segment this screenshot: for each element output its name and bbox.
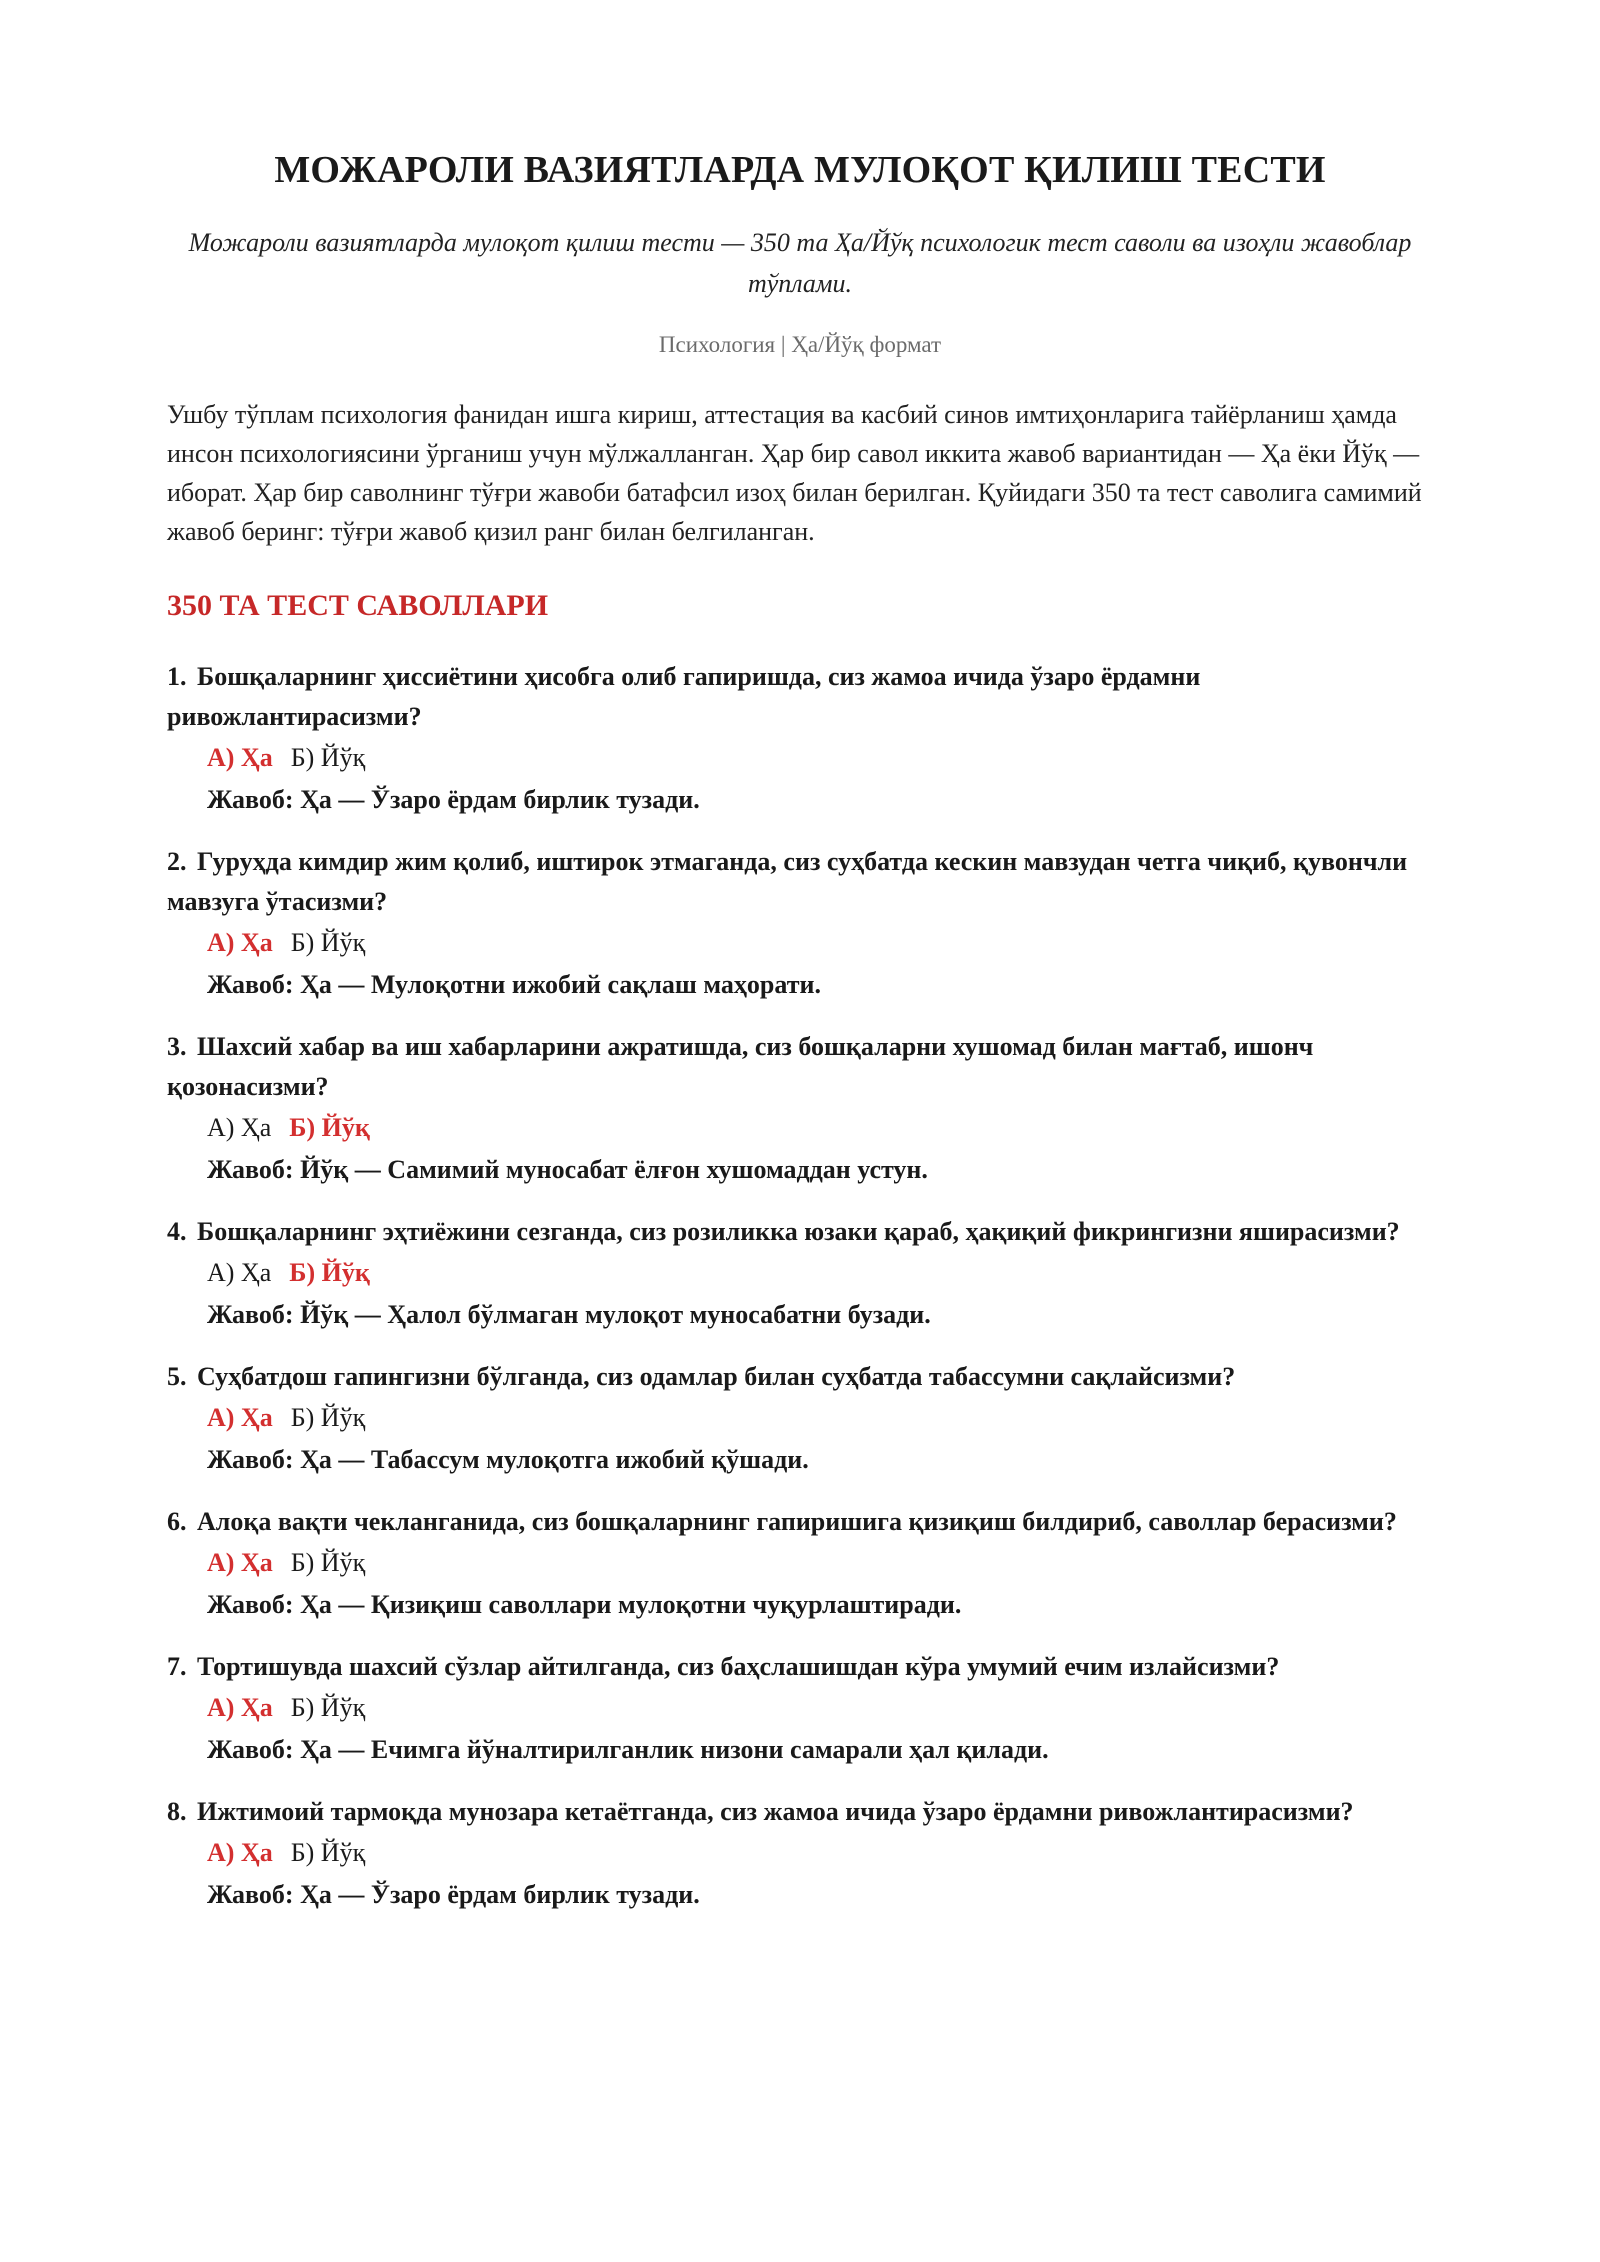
option-b[interactable]: Б) Йўқ	[289, 1113, 370, 1142]
option-b[interactable]: Б) Йўқ	[290, 1548, 366, 1577]
option-a[interactable]: А) Ҳа	[207, 1403, 273, 1432]
answer-explanation: Жавоб: Ҳа — Ечимга йўналтирилганлик низони самарали ҳал қилади.	[207, 1735, 1049, 1764]
answer-options	[167, 1252, 1433, 1294]
question-text	[167, 1792, 1433, 1832]
question-text	[167, 657, 1433, 737]
question-number: 6.	[167, 1507, 187, 1536]
question-number: 5.	[167, 1362, 187, 1391]
answer-explanation: Жавоб: Ҳа — Қизиқиш саволлари мулоқотни чуқурлаштиради.	[207, 1590, 962, 1619]
question-label: Шахсий хабар ва иш хабарларини ажратишда, сиз бошқаларни хушомад билан мағтаб, ишонч қозонасизми?	[167, 1032, 1314, 1101]
intro-paragraph: Ушбу тўплам психология фанидан ишга кириш, аттестация ва касбий синов имтиҳонларига тайёрланиш ҳамда инсон психологиясини ўрганиш учун мўлжалланган. Ҳар бир савол иккита жавоб вариантидан — Ҳа ёки Йўқ — иборат. Ҳар бир саволнинг тўғри жавоби батафсил изоҳ билан берилган. Қуйидаги 350 та тест саволига самимий жавоб беринг: тўғри жавоб қизил ранг билан белгиланган.	[167, 400, 1422, 546]
answer-options	[167, 1107, 1433, 1149]
option-a[interactable]: А) Ҳа	[207, 928, 273, 957]
answer-options	[167, 737, 1433, 779]
answer-options	[167, 1832, 1433, 1874]
answer-explanation: Жавоб: Ҳа — Ўзаро ёрдам бирлик тузади.	[207, 1880, 700, 1909]
option-a[interactable]: А) Ҳа	[207, 1548, 273, 1577]
question-number: 1.	[167, 662, 187, 691]
question-number: 7.	[167, 1652, 187, 1681]
question-text	[167, 1647, 1433, 1687]
question-text	[167, 1212, 1433, 1252]
answer-explanation: Жавоб: Йўқ — Самимий муносабат ёлғон хушомаддан устун.	[207, 1155, 928, 1184]
option-a[interactable]: А) Ҳа	[207, 1113, 272, 1142]
answer-explanation: Жавоб: Ҳа — Табассум мулоқотга ижобий қўшади.	[207, 1445, 809, 1474]
option-a[interactable]: А) Ҳа	[207, 1693, 273, 1722]
page-title: МОЖАРОЛИ ВАЗИЯТЛАРДА МУЛОҚОТ ҚИЛИШ ТЕСТИ	[274, 149, 1326, 191]
option-a[interactable]: А) Ҳа	[207, 743, 273, 772]
question-item	[167, 1212, 1433, 1336]
option-b[interactable]: Б) Йўқ	[290, 928, 366, 957]
question-label: Гуруҳда кимдир жим қолиб, иштирок этмаганда, сиз суҳбатда кескин мавзудан четга чиқиб, қувончли мавзуга ўтасизми?	[167, 847, 1408, 916]
question-number: 2.	[167, 847, 187, 876]
question-number: 4.	[167, 1217, 187, 1246]
option-a[interactable]: А) Ҳа	[207, 1258, 272, 1287]
option-b[interactable]: Б) Йўқ	[290, 1403, 366, 1432]
question-item	[167, 1027, 1433, 1191]
answer-options	[167, 922, 1433, 964]
question-item	[167, 1357, 1433, 1481]
section-heading: 350 ТА ТЕСТ САВОЛЛАРИ	[167, 589, 549, 622]
answer-explanation: Жавоб: Ҳа — Ўзаро ёрдам бирлик тузади.	[207, 785, 700, 814]
option-b[interactable]: Б) Йўқ	[290, 1838, 366, 1867]
option-b[interactable]: Б) Йўқ	[289, 1258, 370, 1287]
question-text	[167, 1357, 1433, 1397]
option-a[interactable]: А) Ҳа	[207, 1838, 273, 1867]
page-subtitle: Можароли вазиятларда мулоқот қилиш тести — 350 та Ҳа/Йўқ психологик тест саволи ва изоҳли жавоблар тўплами.	[188, 228, 1412, 298]
category-meta: Психология | Ҳа/Йўқ формат	[658, 332, 942, 357]
question-text	[167, 842, 1433, 922]
question-label: Бошқаларнинг ҳиссиётини ҳисобга олиб гапиришда, сиз жамоа ичида ўзаро ёрдамни ривожлантирасизми?	[167, 662, 1201, 731]
option-b[interactable]: Б) Йўқ	[290, 1693, 366, 1722]
question-label: Тортишувда шахсий сўзлар айтилганда, сиз баҳслашишдан кўра умумий ечим излайсизми?	[197, 1652, 1280, 1681]
question-label: Суҳбатдош гапингизни бўлганда, сиз одамлар билан суҳбатда табассумни сақлайсизми?	[197, 1362, 1236, 1391]
question-item	[167, 657, 1433, 821]
answer-options	[167, 1542, 1433, 1584]
question-number: 8.	[167, 1797, 187, 1826]
question-label: Бошқаларнинг эҳтиёжини сезганда, сиз розиликка юзаки қараб, ҳақиқий фикрингизни яширасизми?	[197, 1217, 1400, 1246]
question-item	[167, 1792, 1433, 1916]
answer-explanation: Жавоб: Йўқ — Ҳалол бўлмаган мулоқот муносабатни бузади.	[207, 1300, 931, 1329]
question-label: Ижтимоий тармоқда мунозара кетаётганда, сиз жамоа ичида ўзаро ёрдамни ривожлантирасизми?	[197, 1797, 1354, 1826]
question-item	[167, 842, 1433, 1006]
question-text	[167, 1027, 1433, 1107]
question-item	[167, 1647, 1433, 1771]
answer-options	[167, 1687, 1433, 1729]
option-b[interactable]: Б) Йўқ	[290, 743, 366, 772]
answer-explanation: Жавоб: Ҳа — Мулоқотни ижобий сақлаш маҳорати.	[207, 970, 821, 999]
question-list	[167, 657, 1433, 1916]
question-item	[167, 1502, 1433, 1626]
answer-options	[167, 1397, 1433, 1439]
question-number: 3.	[167, 1032, 187, 1061]
question-text	[167, 1502, 1433, 1542]
question-label: Алоқа вақти чекланганида, сиз бошқаларнинг гапиришига қизиқиш билдириб, саволлар берасизми?	[197, 1507, 1397, 1536]
